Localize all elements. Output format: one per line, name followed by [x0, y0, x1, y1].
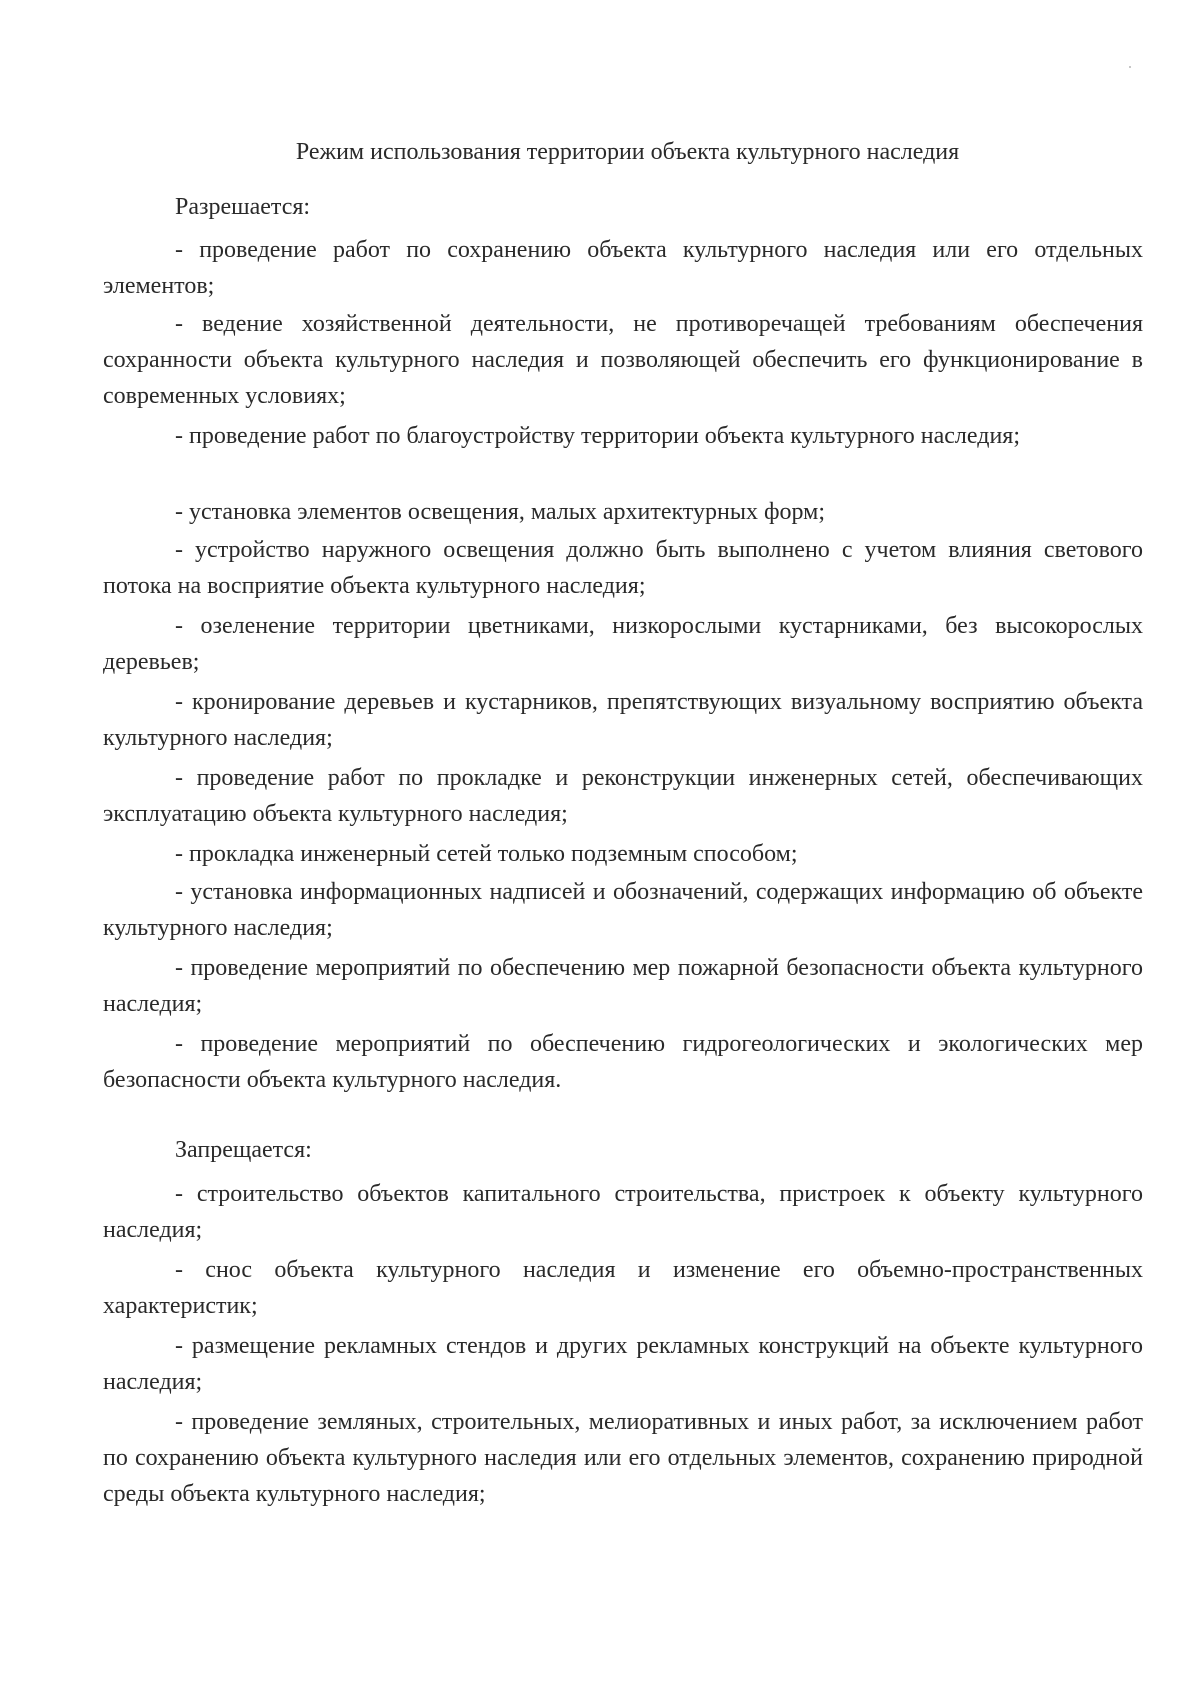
document-title: Режим использования территории объекта культурного наследия — [295, 139, 960, 165]
allowed-item: - установка информационных надписей и обозначений, содержащих информацию об объекте культурного наследия; — [103, 879, 1143, 941]
allowed-item: - проведение работ по благоустройству территории объекта культурного наследия; — [175, 423, 1021, 449]
section-heading-forbidden: Запрещается: — [175, 1137, 312, 1163]
allowed-item: - устройство наружного освещения должно быть выполнено с учетом влияния светового потока на восприятие объекта культурного наследия; — [103, 537, 1143, 599]
forbidden-item: - снос объекта культурного наследия и изменение его объемно-пространственных характеристик; — [103, 1257, 1143, 1319]
section-heading-allowed: Разрешается: — [175, 194, 311, 220]
forbidden-item: - строительство объектов капитального строительства, пристроек к объекту культурного наследия; — [103, 1181, 1143, 1243]
allowed-item: - проведение мероприятий по обеспечению мер пожарной безопасности объекта культурного наследия; — [103, 955, 1143, 1017]
allowed-item: - установка элементов освещения, малых архитектурных форм; — [175, 499, 825, 525]
allowed-item: - ведение хозяйственной деятельности, не противоречащей требованиям обеспечения сохранности объекта культурного наследия и позволяющей обеспечить его функционирование в современных условиях; — [103, 311, 1143, 409]
forbidden-item: - размещение рекламных стендов и других рекламных конструкций на объекте культурного наследия; — [103, 1333, 1143, 1395]
allowed-item: - проведение мероприятий по обеспечению гидрогеологических и экологических мер безопасности объекта культурного наследия. — [103, 1031, 1143, 1093]
allowed-item: - кронирование деревьев и кустарников, препятствующих визуальному восприятию объекта культурного наследия; — [103, 689, 1143, 751]
allowed-item: - прокладка инженерный сетей только подземным способом; — [175, 841, 798, 867]
allowed-item: - проведение работ по прокладке и реконструкции инженерных сетей, обеспечивающих эксплуатацию объекта культурного наследия; — [103, 765, 1143, 827]
scan-speck — [1129, 66, 1131, 68]
allowed-item: - озеленение территории цветниками, низкорослыми кустарниками, без высокорослых деревьев; — [103, 613, 1143, 675]
forbidden-item: - проведение земляных, строительных, мелиоративных и иных работ, за исключением работ по сохранению объекта культурного наследия или его отдельных элементов, сохранению природной среды объекта культурного наследия; — [103, 1409, 1143, 1507]
allowed-item: - проведение работ по сохранению объекта культурного наследия или его отдельных элементов; — [103, 237, 1143, 299]
